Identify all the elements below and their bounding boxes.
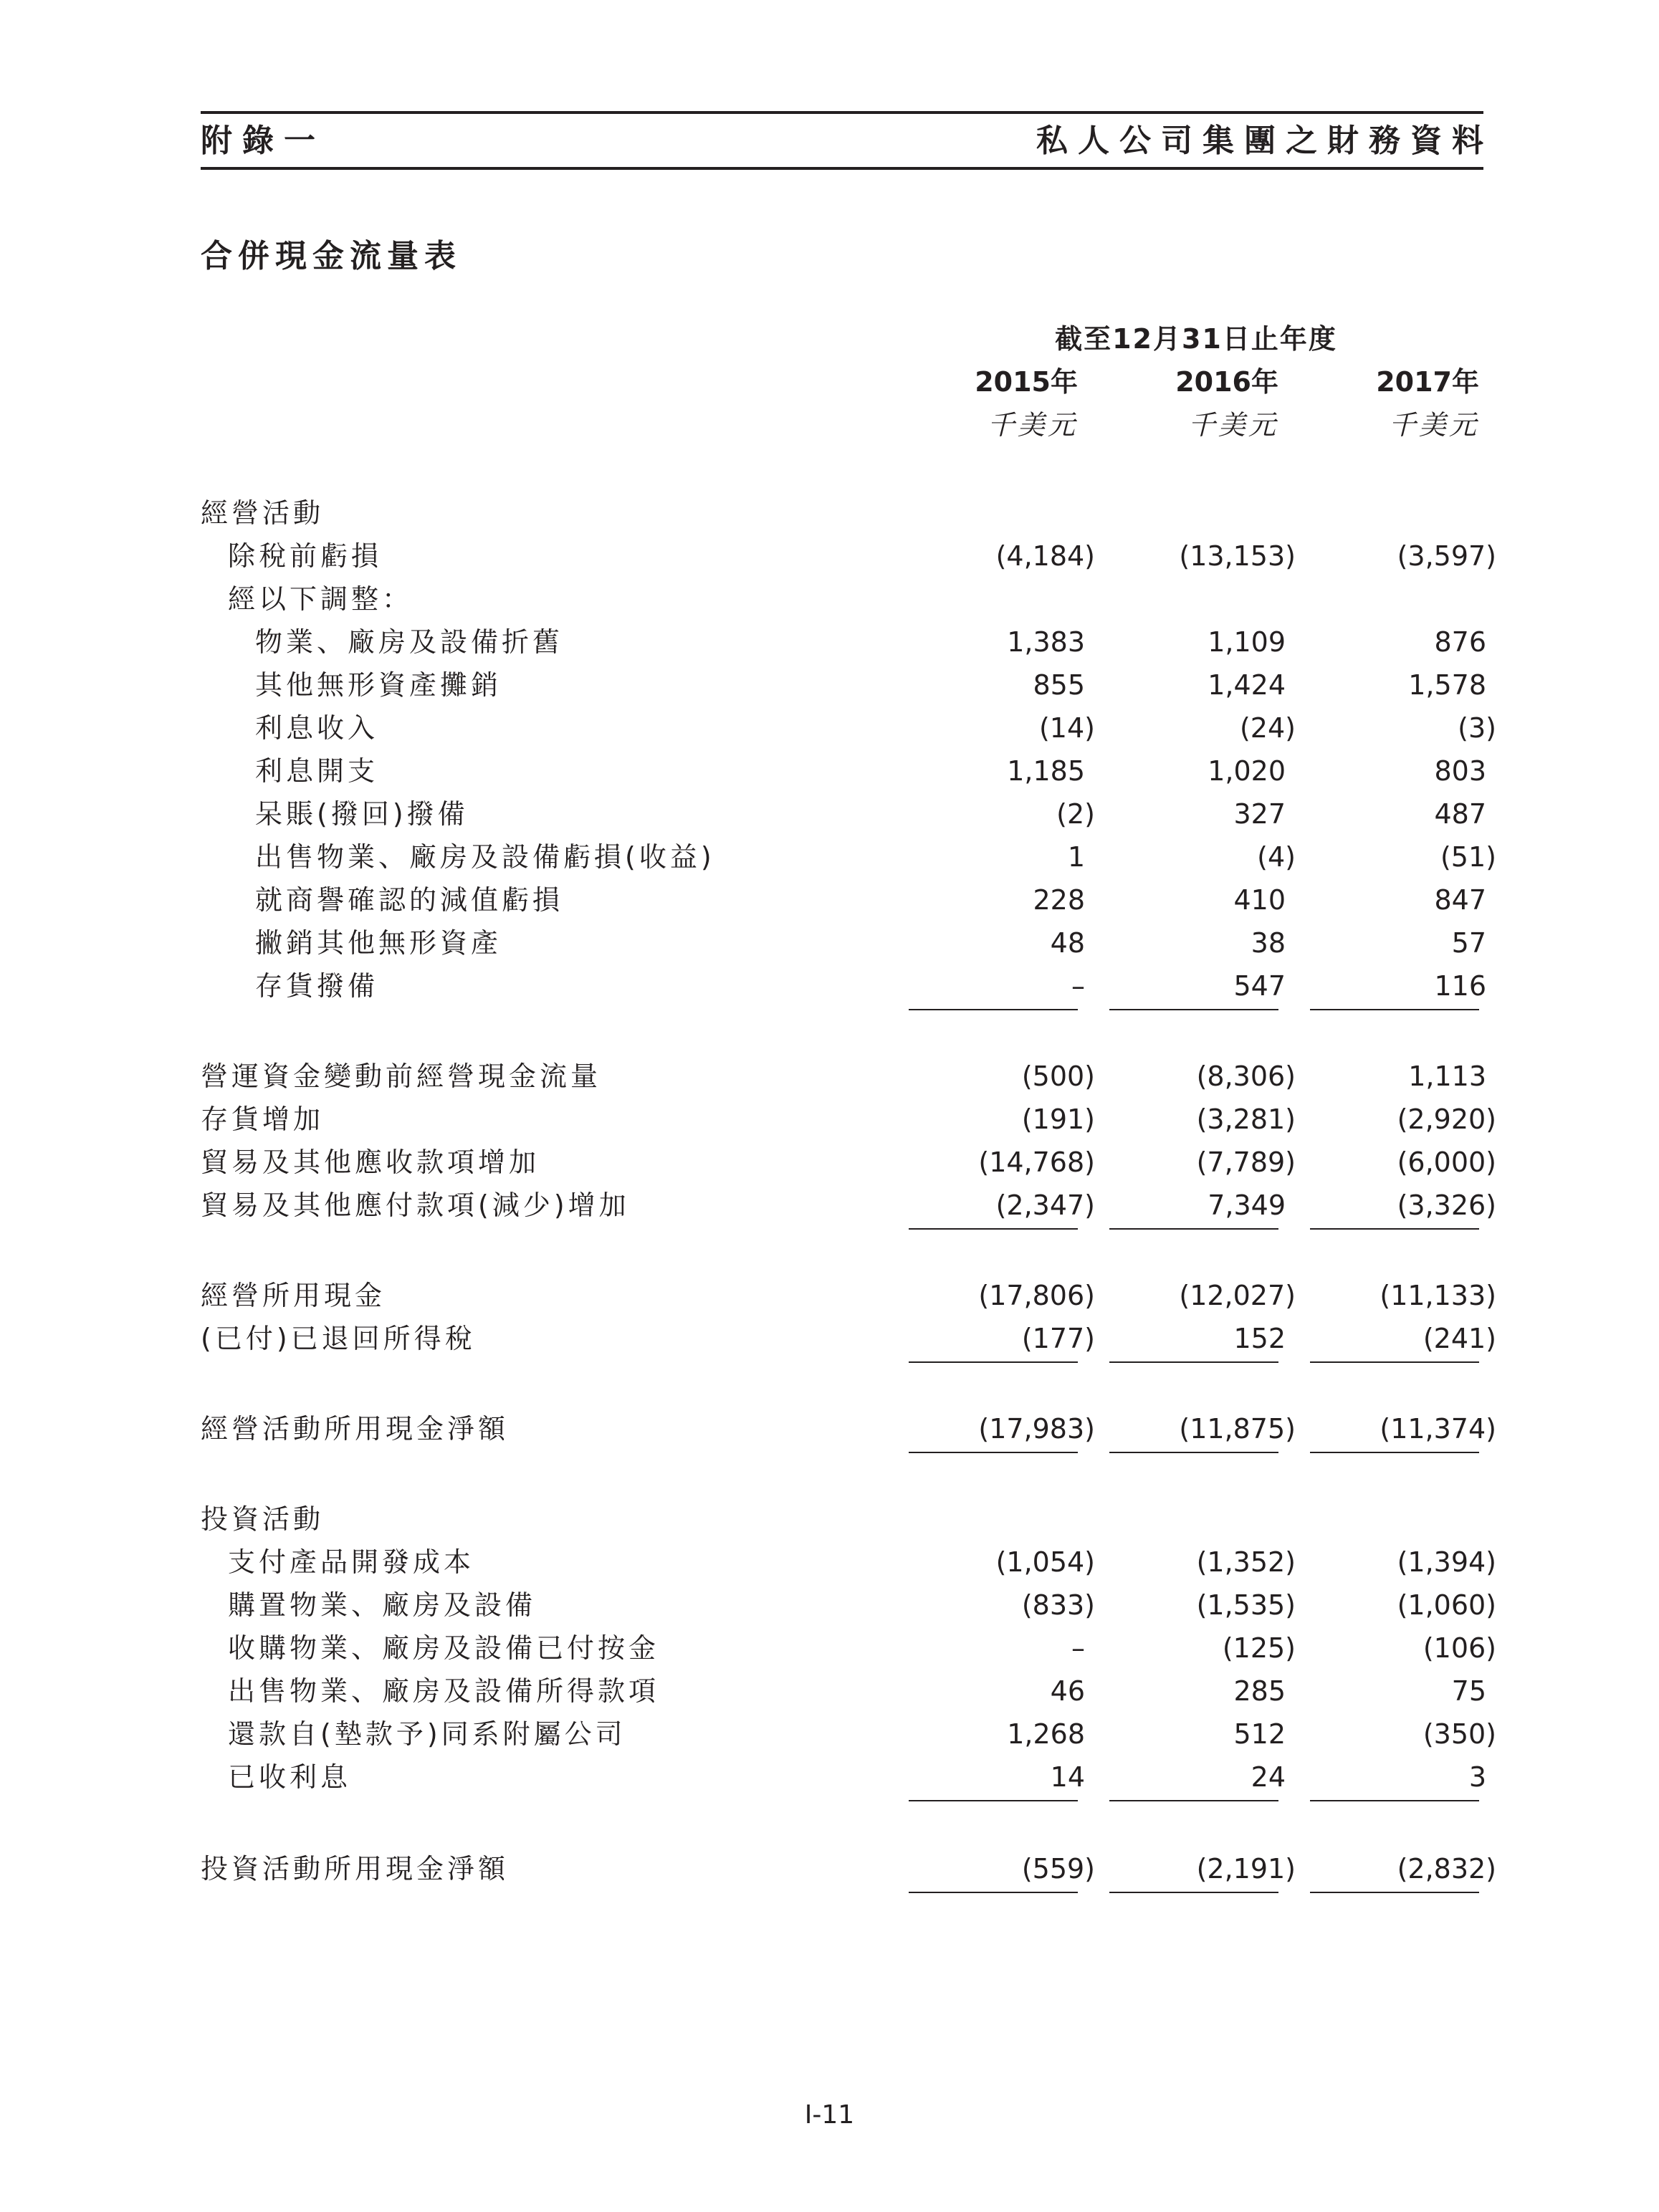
appendix-label: 附錄一 bbox=[201, 123, 325, 159]
table-row bbox=[0, 1275, 1659, 1316]
row-value-2016: 152 bbox=[1233, 1323, 1286, 1354]
table-row bbox=[0, 1056, 1659, 1096]
row-value-2015: 228 bbox=[1033, 884, 1085, 916]
row-value-2016: 1,109 bbox=[1208, 626, 1286, 658]
row-value-2015: (2) bbox=[1056, 798, 1095, 830]
row-value-2015: (17,806) bbox=[978, 1280, 1095, 1311]
row-label: 支付產品開發成本 bbox=[228, 1546, 475, 1578]
row-value-2017: (11,374) bbox=[1380, 1413, 1496, 1445]
table-row bbox=[0, 536, 1659, 576]
row-value-2016: (11,875) bbox=[1179, 1413, 1296, 1445]
row-value-2015: 855 bbox=[1033, 669, 1085, 701]
row-value-2017: 1,113 bbox=[1408, 1060, 1486, 1092]
table-row bbox=[0, 1099, 1659, 1139]
row-value-2015: (177) bbox=[1021, 1323, 1095, 1354]
table-row bbox=[0, 1849, 1659, 1889]
table-row bbox=[0, 1142, 1659, 1182]
row-value-2015: (14,768) bbox=[978, 1146, 1095, 1178]
row-label: 物業、廠房及設備折舊 bbox=[255, 626, 564, 658]
row-value-2017: (3) bbox=[1458, 712, 1496, 744]
row-label: 投資活動所用現金淨額 bbox=[201, 1853, 510, 1885]
table-row bbox=[0, 1757, 1659, 1797]
row-value-2017: 876 bbox=[1434, 626, 1486, 658]
subtotal-rule bbox=[909, 1452, 1078, 1453]
table-row bbox=[0, 751, 1659, 791]
table-row bbox=[0, 493, 1659, 533]
subtotal-rule bbox=[909, 1361, 1078, 1363]
row-label: 利息開支 bbox=[255, 755, 379, 787]
subtotal-rule bbox=[1109, 1361, 1278, 1363]
row-value-2015: 1,268 bbox=[1007, 1718, 1085, 1750]
row-label: 就商譽確認的減值虧損 bbox=[255, 884, 564, 916]
period-heading: 截至12月31日止年度 bbox=[1055, 323, 1337, 355]
table-row bbox=[0, 1714, 1659, 1754]
table-row bbox=[0, 1671, 1659, 1711]
row-label: 營運資金變動前經營現金流量 bbox=[201, 1060, 602, 1092]
row-value-2016: 512 bbox=[1233, 1718, 1286, 1750]
column-unit-2015: 千美元 bbox=[987, 409, 1078, 441]
table-row bbox=[0, 579, 1659, 619]
row-label: 出售物業、廠房及設備所得款項 bbox=[228, 1675, 660, 1707]
row-value-2016: 1,424 bbox=[1208, 669, 1286, 701]
row-value-2015: (559) bbox=[1021, 1853, 1095, 1885]
row-value-2017: (241) bbox=[1423, 1323, 1496, 1354]
row-label: 經營活動 bbox=[201, 497, 325, 529]
subtotal-rule bbox=[909, 1892, 1078, 1893]
table-row bbox=[0, 1318, 1659, 1359]
table-row bbox=[0, 1628, 1659, 1668]
row-value-2016: (24) bbox=[1239, 712, 1296, 744]
row-value-2016: 7,349 bbox=[1208, 1189, 1286, 1221]
row-label: 呆賬(撥回)撥備 bbox=[255, 798, 469, 830]
row-value-2017: (1,394) bbox=[1397, 1546, 1496, 1578]
table-row bbox=[0, 622, 1659, 662]
subtotal-rule bbox=[1310, 1361, 1479, 1363]
row-label: 貿易及其他應付款項(減少)增加 bbox=[201, 1189, 630, 1221]
subtotal-rule bbox=[1109, 1009, 1278, 1010]
row-value-2016: (1,535) bbox=[1196, 1589, 1296, 1621]
row-value-2017: (2,832) bbox=[1397, 1853, 1496, 1885]
row-value-2017: (11,133) bbox=[1380, 1280, 1496, 1311]
row-value-2017: 803 bbox=[1434, 755, 1486, 787]
row-value-2015: (14) bbox=[1038, 712, 1095, 744]
row-value-2015: (191) bbox=[1021, 1103, 1095, 1135]
subtotal-rule bbox=[1109, 1892, 1278, 1893]
row-value-2016: (2,191) bbox=[1196, 1853, 1296, 1885]
row-value-2016: (1,352) bbox=[1196, 1546, 1296, 1578]
row-value-2017: (350) bbox=[1423, 1718, 1496, 1750]
page-header bbox=[201, 111, 1493, 170]
row-value-2015: 14 bbox=[1050, 1761, 1085, 1793]
row-value-2016: 410 bbox=[1233, 884, 1286, 916]
table-row bbox=[0, 837, 1659, 877]
row-value-2017: (106) bbox=[1423, 1632, 1496, 1664]
row-value-2017: 75 bbox=[1451, 1675, 1486, 1707]
column-year-2015: 2015年 bbox=[975, 366, 1078, 398]
row-label: 收購物業、廠房及設備已付按金 bbox=[228, 1632, 660, 1664]
row-value-2017: 847 bbox=[1434, 884, 1486, 916]
row-label: 存貨增加 bbox=[201, 1103, 325, 1135]
row-value-2016: (125) bbox=[1222, 1632, 1296, 1664]
table-row bbox=[0, 966, 1659, 1006]
row-value-2016: (12,027) bbox=[1179, 1280, 1296, 1311]
row-value-2015: 1,185 bbox=[1007, 755, 1085, 787]
row-label: 經以下調整： bbox=[228, 583, 413, 615]
row-label: 撇銷其他無形資產 bbox=[255, 927, 502, 959]
table-row bbox=[0, 1409, 1659, 1449]
row-value-2015: – bbox=[1071, 1632, 1085, 1664]
subtotal-rule bbox=[909, 1228, 1078, 1230]
row-value-2016: (3,281) bbox=[1196, 1103, 1296, 1135]
row-label: 除稅前虧損 bbox=[228, 540, 383, 572]
row-value-2017: (51) bbox=[1440, 841, 1496, 873]
section-header-title: 私人公司集團之財務資料 bbox=[1036, 123, 1493, 159]
row-value-2015: (4,184) bbox=[995, 540, 1095, 572]
table-row bbox=[0, 708, 1659, 748]
row-value-2017: 3 bbox=[1468, 1761, 1486, 1793]
row-value-2015: (17,983) bbox=[978, 1413, 1095, 1445]
row-value-2016: (8,306) bbox=[1196, 1060, 1296, 1092]
row-value-2017: (3,597) bbox=[1397, 540, 1496, 572]
statement-title: 合併現金流量表 bbox=[201, 238, 462, 274]
row-value-2015: (2,347) bbox=[995, 1189, 1095, 1221]
row-value-2016: (13,153) bbox=[1179, 540, 1296, 572]
row-value-2015: – bbox=[1071, 970, 1085, 1002]
row-label: 還款自(墊款予)同系附屬公司 bbox=[228, 1718, 626, 1750]
row-label: 已收利息 bbox=[228, 1761, 352, 1793]
subtotal-rule bbox=[1310, 1892, 1479, 1893]
row-label: (已付)已退回所得稅 bbox=[201, 1323, 476, 1354]
row-value-2015: (500) bbox=[1021, 1060, 1095, 1092]
row-label: 出售物業、廠房及設備虧損(收益) bbox=[255, 841, 715, 873]
table-row bbox=[0, 1185, 1659, 1225]
row-value-2017: (3,326) bbox=[1397, 1189, 1496, 1221]
row-value-2017: 116 bbox=[1434, 970, 1486, 1002]
subtotal-rule bbox=[1109, 1452, 1278, 1453]
row-value-2017: 1,578 bbox=[1408, 669, 1486, 701]
row-value-2017: (1,060) bbox=[1397, 1589, 1496, 1621]
table-row bbox=[0, 665, 1659, 705]
row-value-2017: 487 bbox=[1434, 798, 1486, 830]
row-value-2015: 1 bbox=[1067, 841, 1085, 873]
row-value-2015: (1,054) bbox=[995, 1546, 1095, 1578]
subtotal-rule bbox=[1109, 1800, 1278, 1801]
row-label: 購置物業、廠房及設備 bbox=[228, 1589, 537, 1621]
row-label: 經營所用現金 bbox=[201, 1280, 386, 1311]
table-row bbox=[0, 1585, 1659, 1625]
page-number: I-11 bbox=[804, 2100, 855, 2130]
row-label: 利息收入 bbox=[255, 712, 379, 744]
row-value-2016: (7,789) bbox=[1196, 1146, 1296, 1178]
row-value-2017: 57 bbox=[1451, 927, 1486, 959]
row-value-2016: 547 bbox=[1233, 970, 1286, 1002]
row-label: 投資活動 bbox=[201, 1503, 325, 1535]
row-label: 貿易及其他應收款項增加 bbox=[201, 1146, 540, 1178]
column-unit-2016: 千美元 bbox=[1187, 409, 1278, 441]
table-row bbox=[0, 794, 1659, 834]
table-row bbox=[0, 1499, 1659, 1539]
row-label: 經營活動所用現金淨額 bbox=[201, 1413, 510, 1445]
column-unit-2017: 千美元 bbox=[1388, 409, 1479, 441]
column-year-2017: 2017年 bbox=[1376, 366, 1479, 398]
subtotal-rule bbox=[1109, 1228, 1278, 1230]
row-value-2016: (4) bbox=[1257, 841, 1296, 873]
subtotal-rule bbox=[1310, 1228, 1479, 1230]
row-value-2016: 1,020 bbox=[1208, 755, 1286, 787]
table-row bbox=[0, 923, 1659, 963]
row-value-2016: 285 bbox=[1233, 1675, 1286, 1707]
row-value-2015: 1,383 bbox=[1007, 626, 1085, 658]
subtotal-rule bbox=[1310, 1452, 1479, 1453]
row-value-2016: 327 bbox=[1233, 798, 1286, 830]
subtotal-rule bbox=[1310, 1009, 1479, 1010]
subtotal-rule bbox=[909, 1009, 1078, 1010]
subtotal-rule bbox=[909, 1800, 1078, 1801]
row-value-2017: (2,920) bbox=[1397, 1103, 1496, 1135]
row-value-2015: 46 bbox=[1050, 1675, 1085, 1707]
row-value-2017: (6,000) bbox=[1397, 1146, 1496, 1178]
table-row bbox=[0, 880, 1659, 920]
row-value-2016: 24 bbox=[1251, 1761, 1286, 1793]
row-label: 存貨撥備 bbox=[255, 970, 379, 1002]
column-year-2016: 2016年 bbox=[1175, 366, 1278, 398]
row-value-2016: 38 bbox=[1251, 927, 1286, 959]
row-label: 其他無形資產攤銷 bbox=[255, 669, 502, 701]
subtotal-rule bbox=[1310, 1800, 1479, 1801]
row-value-2015: (833) bbox=[1021, 1589, 1095, 1621]
table-row bbox=[0, 1542, 1659, 1582]
row-value-2015: 48 bbox=[1050, 927, 1085, 959]
